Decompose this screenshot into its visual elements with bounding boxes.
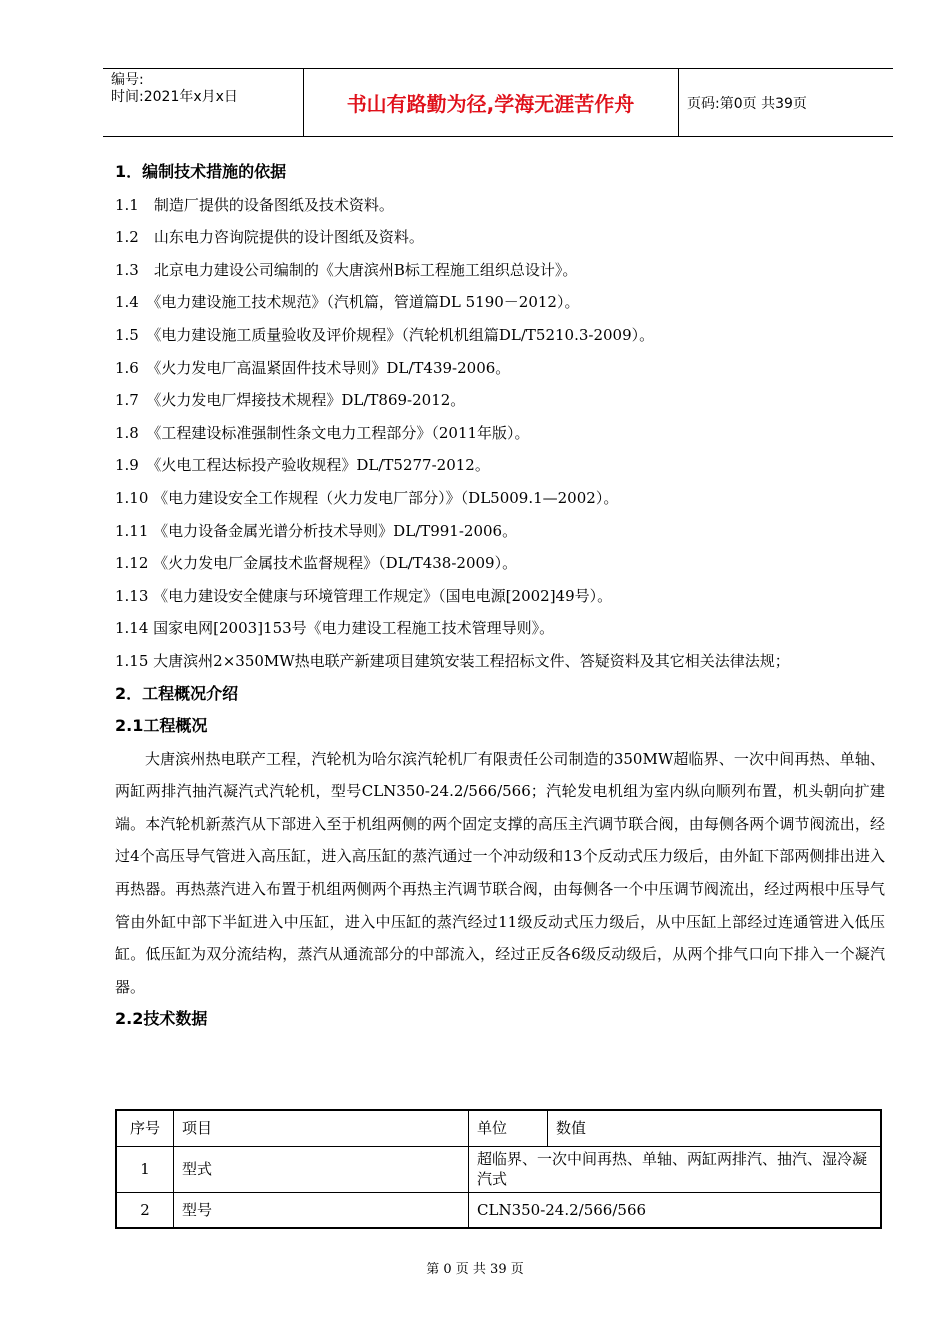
table-cell: 1 [116, 1146, 174, 1192]
header-cell: 单位 [469, 1110, 548, 1146]
table-cell: 型式 [174, 1146, 469, 1192]
subsection-heading: 2.2技术数据 [115, 1009, 208, 1029]
header-cell: 项目 [174, 1110, 469, 1146]
header-page-info: 页码:第0页 共39页 [687, 95, 807, 112]
list-item: 1.1 制造厂提供的设备图纸及技术资料。 [115, 195, 394, 214]
table-row [116, 1146, 881, 1192]
table-row [116, 1192, 881, 1228]
list-item: 1.9 《火电工程达标投产验收规程》DL/T5277-2012。 [115, 456, 490, 475]
table-header-row [116, 1110, 881, 1146]
section-heading: 2．工程概况介绍 [115, 683, 239, 703]
list-item: 1.3 北京电力建设公司编制的《大唐滨州B标工程施工组织总设计》。 [115, 260, 578, 279]
list-item: 1.4 《电力建设施工技术规范》（汽机篇，管道篇DL 5190－2012）。 [115, 293, 580, 312]
technical-data-table [115, 1109, 882, 1229]
overview-paragraph: 大唐滨州热电联产工程，汽轮机为哈尔滨汽轮机厂有限责任公司制造的350MW超临界、一次中间再热、单轴、两缸两排汽抽汽凝汽式汽轮机，型号CLN350-24.2/566/566；汽轮发电机组为室内纵向顺列布置，机头朝向扩建端。本汽轮机新蒸汽从下部进入至于机组两侧的两个固定支撑的高压主汽调节联合阀，由每侧各两个调节阀流出，经过4个高压导气管进入高压缸，进入高压缸的蒸汽通过一个冲动级和13个反动式压力级后，由外缸下部两侧排出进入再热器。再热蒸汽进入布置于机组两侧两个再热主汽调节联合阀，由每侧各一个中压调节阀流出，经过两根中压导气管由外缸中部下半缸进入中压缸，进入中压缸的蒸汽经过11级反动式压力级后，从中压缸上部经过连通管进入低压缸。低压缸为双分流结构，蒸汽从通流部分的中部流入，经过正反各6级反动级后，从两个排气口向下排入一个凝汽器。 [115, 749, 885, 996]
list-item: 1.7 《火力发电厂焊接技术规程》DL/T869-2012。 [115, 391, 466, 410]
page-header [103, 68, 893, 137]
list-item: 1.8 《工程建设标准强制性条文电力工程部分》（2011年版）。 [115, 423, 530, 442]
document-body [115, 156, 885, 1036]
table-cell: 型号 [174, 1192, 469, 1228]
number-label: 编号: [111, 72, 144, 88]
header-motto: 书山有路勤为径,学海无涯苦作舟 [346, 92, 635, 116]
list-item: 1.11 《电力设备金属光谱分析技术导则》DL/T991-2006。 [115, 521, 518, 540]
header-meta [103, 69, 303, 136]
list-item: 1.6 《火力发电厂高温紧固件技术导则》DL/T439-2006。 [115, 358, 511, 377]
list-item: 1.10 《电力建设安全工作规程（火力发电厂部分）》（DL5009.1—2002）。 [115, 488, 619, 507]
time-label: 时间:2021年x月x日 [111, 89, 238, 105]
list-item: 1.5 《电力建设施工质量验收及评价规程》（汽轮机机组篇DL/T5210.3-2009）。 [115, 325, 655, 344]
header-cell: 数值 [548, 1110, 882, 1146]
list-item: 1.13 《电力建设安全健康与环境管理工作规定》（国电电源[2002]49号）。 [115, 586, 613, 605]
header-cell: 序号 [116, 1110, 174, 1146]
table-cell: 超临界、一次中间再热、单轴、两缸两排汽、抽汽、湿冷凝汽式 [469, 1146, 882, 1192]
list-item: 1.2 山东电力咨询院提供的设计图纸及资料。 [115, 228, 424, 247]
section-heading: 1．编制技术措施的依据 [115, 162, 287, 181]
subsection-heading: 2.1工程概况 [115, 716, 208, 736]
table-cell: 2 [116, 1192, 174, 1228]
list-item: 1.15 大唐滨州2×350MW热电联产新建项目建筑安装工程招标文件、答疑资料及其它相关法律法规； [115, 651, 790, 670]
table-cell: CLN350-24.2/566/566 [469, 1192, 882, 1228]
list-item: 1.14 国家电网[2003]153号《电力建设工程施工技术管理导则》。 [115, 619, 555, 638]
page-footer: 第 0 页 共 39 页 [426, 1262, 524, 1277]
list-item: 1.12 《火力发电厂金属技术监督规程》（DL/T438-2009）。 [115, 554, 518, 573]
